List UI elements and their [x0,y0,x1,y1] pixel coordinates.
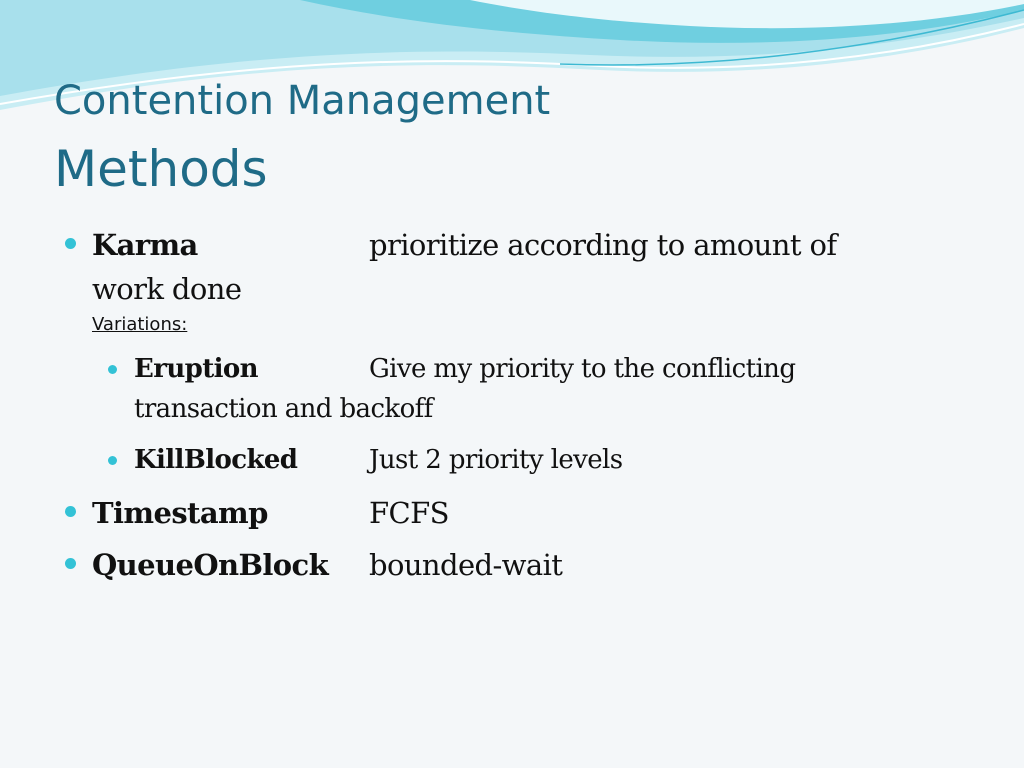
desc-karma: prioritize according to amount of [369,228,837,262]
bullet-killblocked [108,456,117,465]
desc-timestamp: FCFS [369,496,449,530]
term-timestamp: Timestamp [92,496,268,530]
term-killblocked: KillBlocked [134,445,298,475]
desc-karma-continued: work done [92,272,242,306]
term-queueonblock: QueueOnBlock [92,548,329,582]
term-karma: Karma [92,228,198,262]
desc-killblocked: Just 2 priority levels [369,445,623,475]
desc-eruption-continued: transaction and backoff [134,394,433,424]
bullet-queueonblock [65,558,76,569]
slide-subtitle: Methods [54,140,268,198]
term-eruption: Eruption [134,354,258,384]
desc-queueonblock: bounded-wait [369,548,563,582]
bullet-timestamp [65,506,76,517]
variations-label: Variations: [92,314,188,335]
desc-eruption: Give my priority to the conflicting [369,354,796,384]
bullet-karma [65,238,76,249]
bullet-eruption [108,365,117,374]
slide-title: Contention Management [54,78,551,124]
